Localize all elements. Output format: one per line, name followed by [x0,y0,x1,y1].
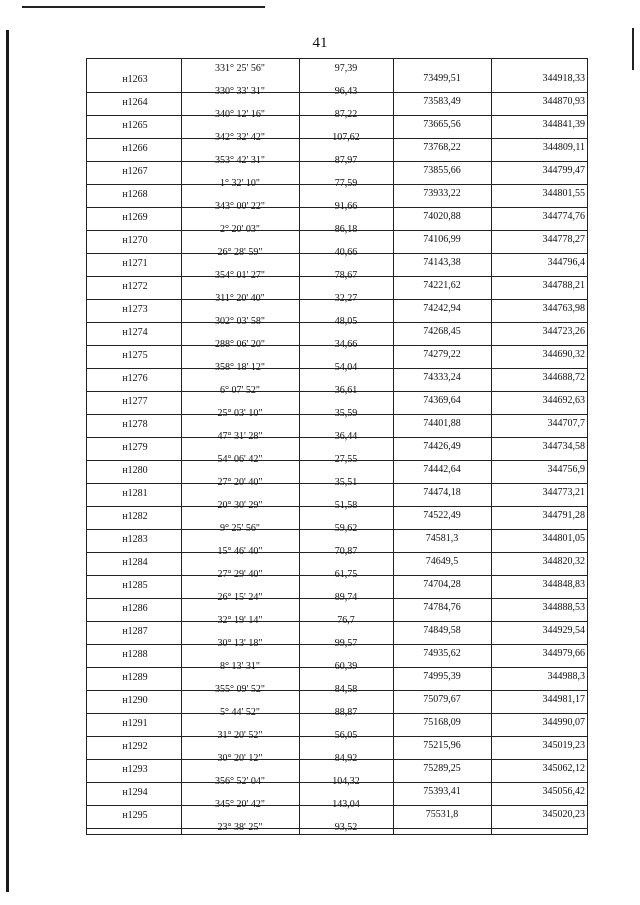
x-coordinate-cell: 74442,64 [423,464,461,475]
direction-angle-cell: 356° 52' 04" [215,776,265,787]
x-coordinate-cell: 73665,56 [423,119,461,130]
distance-cell: 59,62 [334,523,358,534]
distance-cell: 104,32 [332,776,360,787]
distance-cell: 51,58 [334,500,358,511]
x-coordinate-cell: 74474,18 [423,487,461,498]
point-id-cell: н1266 [122,143,148,154]
x-coordinate-cell: 74369,64 [423,395,461,406]
y-coordinate-cell: 344929,54 [542,625,585,636]
x-coordinate-cell: 74849,58 [423,625,461,636]
x-coordinate-cell: 75393,41 [423,786,461,797]
x-coordinate-cell: 74784,76 [423,602,461,613]
y-coordinate-cell: 345019,23 [542,740,585,751]
x-coordinate-cell: 74106,99 [423,234,461,245]
distance-cell: 35,59 [334,408,358,419]
direction-angle-cell: 302° 03' 58" [215,316,265,327]
point-id-cell: н1293 [122,764,148,775]
y-coordinate-cell: 344979,66 [542,648,585,659]
x-coordinate-cell: 74143,38 [423,257,461,268]
direction-angle-cell: 288° 06' 20" [215,339,265,350]
direction-angle-cell: 354° 01' 27" [215,270,265,281]
direction-angle-cell: 15° 46' 40" [217,546,263,557]
y-coordinate-cell: 344848,83 [542,579,585,590]
point-id-cell: н1267 [122,166,148,177]
point-id-cell: н1273 [122,304,148,315]
point-id-cell: н1274 [122,327,148,338]
direction-angle-cell: 31° 20' 52" [217,730,263,741]
direction-angle-cell: 1° 32' 10" [220,178,260,189]
y-coordinate-cell: 344756,9 [547,464,585,475]
y-coordinate-cell: 345056,42 [542,786,585,797]
y-coordinate-cell: 344763,98 [542,303,585,314]
distance-cell: 54,04 [334,362,358,373]
x-coordinate-cell: 74581,3 [425,533,459,544]
distance-cell: 36,44 [334,431,358,442]
table-row-final-segment [87,822,587,852]
direction-angle-cell: 30° 13' 18" [217,638,263,649]
direction-angle-cell: 27° 20' 40" [217,477,263,488]
distance-cell: 78,67 [334,270,358,281]
y-coordinate-cell: 344773,21 [542,487,585,498]
direction-angle-cell: 342° 32' 42" [215,132,265,143]
point-id-cell: н1272 [122,281,148,292]
distance-cell: 89,74 [334,592,358,603]
distance-cell: 61,75 [334,569,358,580]
distance-cell: 40,66 [334,247,358,258]
distance-cell: 56,05 [334,730,358,741]
y-coordinate-cell: 344778,27 [542,234,585,245]
y-coordinate-cell: 344841,39 [542,119,585,130]
direction-angle-cell: 8° 13' 31" [220,661,260,672]
direction-angle-cell: 32° 19' 14" [217,615,263,626]
distance-cell: 97,39 [334,63,358,74]
point-id-cell: н1284 [122,557,148,568]
distance-cell: 143,04 [332,799,360,810]
x-coordinate-cell: 74242,94 [423,303,461,314]
direction-angle-cell: 330° 33' 31" [215,86,265,97]
x-coordinate-cell: 74221,62 [423,280,461,291]
point-id-cell: н1294 [122,787,148,798]
distance-cell: 84,92 [334,753,358,764]
y-coordinate-cell: 344774,76 [542,211,585,222]
distance-cell: 87,97 [334,155,358,166]
direction-angle-cell: 27° 29' 40" [217,569,263,580]
distance-cell: 35,51 [334,477,358,488]
distance-cell: 32,27 [334,293,358,304]
scan-edge-bar [6,30,9,892]
distance-cell: 86,18 [334,224,358,235]
y-coordinate-cell: 345062,12 [542,763,585,774]
x-coordinate-cell: 73499,51 [423,73,461,84]
x-coordinate-cell: 75531,8 [425,809,459,820]
x-coordinate-cell: 73933,22 [423,188,461,199]
page-number: 41 [312,35,328,51]
distance-cell: 70,87 [334,546,358,557]
y-coordinate-cell: 345020,23 [542,809,585,820]
point-id-cell: н1265 [122,120,148,131]
y-coordinate-cell: 344690,32 [542,349,585,360]
distance-cell: 34,66 [334,339,358,350]
y-coordinate-cell: 344801,05 [542,533,585,544]
direction-angle-cell: 54° 06' 42" [217,454,263,465]
direction-angle-cell: 20° 30' 29" [217,500,263,511]
distance-cell: 88,87 [334,707,358,718]
point-id-cell: н1289 [122,672,148,683]
y-coordinate-cell: 344788,21 [542,280,585,291]
y-coordinate-cell: 344791,28 [542,510,585,521]
x-coordinate-cell: 73768,22 [423,142,461,153]
point-id-cell: н1283 [122,534,148,545]
distance-cell: 107,62 [332,132,360,143]
distance-cell: 84,58 [334,684,358,695]
point-id-cell: н1286 [122,603,148,614]
y-coordinate-cell: 344723,26 [542,326,585,337]
x-coordinate-cell: 75289,25 [423,763,461,774]
point-id-cell: н1264 [122,97,148,108]
point-id-cell: н1278 [122,419,148,430]
y-coordinate-cell: 344888,53 [542,602,585,613]
direction-angle-cell: 311° 20' 40" [215,293,265,304]
y-coordinate-cell: 344799,47 [542,165,585,176]
x-coordinate-cell: 74935,62 [423,648,461,659]
x-coordinate-cell: 74333,24 [423,372,461,383]
y-coordinate-cell: 344820,32 [542,556,585,567]
y-coordinate-cell: 344692,63 [542,395,585,406]
y-coordinate-cell: 344990,07 [542,717,585,728]
point-id-cell: н1276 [122,373,148,384]
direction-angle-cell: 26° 15' 24" [217,592,263,603]
x-coordinate-cell: 74704,28 [423,579,461,590]
point-id-cell: н1271 [122,258,148,269]
x-coordinate-cell: 73583,49 [423,96,461,107]
y-coordinate-cell: 344809,11 [542,142,585,153]
x-coordinate-cell: 74268,45 [423,326,461,337]
point-id-cell: н1285 [122,580,148,591]
direction-angle-cell: 355° 09' 52" [215,684,265,695]
y-coordinate-cell: 344688,72 [542,372,585,383]
distance-cell: 77,59 [334,178,358,189]
y-coordinate-cell: 344801,55 [542,188,585,199]
point-id-cell: н1270 [122,235,148,246]
point-id-cell: н1268 [122,189,148,200]
x-coordinate-cell: 75079,67 [423,694,461,705]
distance-cell: 87,22 [334,109,358,120]
point-id-cell: н1263 [122,74,148,85]
direction-angle-cell: 2° 20' 03" [220,224,260,235]
y-coordinate-cell: 344981,17 [542,694,585,705]
direction-angle-cell: 47° 31' 28" [217,431,263,442]
point-id-cell: н1280 [122,465,148,476]
distance-cell: 96,43 [334,86,358,97]
direction-angle-cell: 353° 42' 31" [215,155,265,166]
x-coordinate-cell: 75168,09 [423,717,461,728]
distance-cell: 93,52 [334,822,358,833]
point-id-cell: н1288 [122,649,148,660]
direction-angle-cell: 9° 25' 56" [220,523,260,534]
y-coordinate-cell: 344707,7 [547,418,585,429]
point-id-cell: н1287 [122,626,148,637]
distance-cell: 76,7 [337,615,355,626]
y-coordinate-cell: 344796,4 [547,257,585,268]
point-id-cell: н1292 [122,741,148,752]
x-coordinate-cell: 73855,66 [423,165,461,176]
distance-cell: 48,05 [334,316,358,327]
direction-angle-cell: 358° 18' 12" [215,362,265,373]
distance-cell: 99,57 [334,638,358,649]
point-id-cell: н1275 [122,350,148,361]
x-coordinate-cell: 74401,88 [423,418,461,429]
direction-angle-cell: 30° 20' 12" [217,753,263,764]
direction-angle-cell: 345° 20' 42" [215,799,265,810]
distance-cell: 27,55 [334,454,358,465]
y-coordinate-cell: 344988,3 [547,671,585,682]
point-id-cell: н1281 [122,488,148,499]
direction-angle-cell: 5° 44' 52" [220,707,260,718]
direction-angle-cell: 343° 00' 22" [215,201,265,212]
point-id-cell: н1282 [122,511,148,522]
point-id-cell: н1291 [122,718,148,729]
direction-angle-cell: 340° 12' 16" [215,109,265,120]
direction-angle-cell: 331° 25' 56" [215,63,265,74]
x-coordinate-cell: 74995,39 [423,671,461,682]
direction-angle-cell: 25° 03' 10" [217,408,263,419]
distance-cell: 36,61 [334,385,358,396]
y-coordinate-cell: 344870,93 [542,96,585,107]
point-id-cell: н1279 [122,442,148,453]
point-id-cell: н1269 [122,212,148,223]
x-coordinate-cell: 75215,96 [423,740,461,751]
x-coordinate-cell: 74426,49 [423,441,461,452]
y-coordinate-cell: 344918,33 [542,73,585,84]
point-id-cell: н1277 [122,396,148,407]
direction-angle-cell: 23° 38' 25" [217,822,263,833]
y-coordinate-cell: 344734,58 [542,441,585,452]
x-coordinate-cell: 74522,49 [423,510,461,521]
x-coordinate-cell: 74649,5 [425,556,459,567]
point-id-cell: н1290 [122,695,148,706]
direction-angle-cell: 26° 28' 59" [217,247,263,258]
x-coordinate-cell: 74020,88 [423,211,461,222]
distance-cell: 60,39 [334,661,358,672]
coordinates-table [86,58,588,835]
top-rule [22,6,265,8]
point-id-cell: н1295 [122,810,148,821]
direction-angle-cell: 6° 07' 52" [220,385,260,396]
x-coordinate-cell: 74279,22 [423,349,461,360]
distance-cell: 91,66 [334,201,358,212]
